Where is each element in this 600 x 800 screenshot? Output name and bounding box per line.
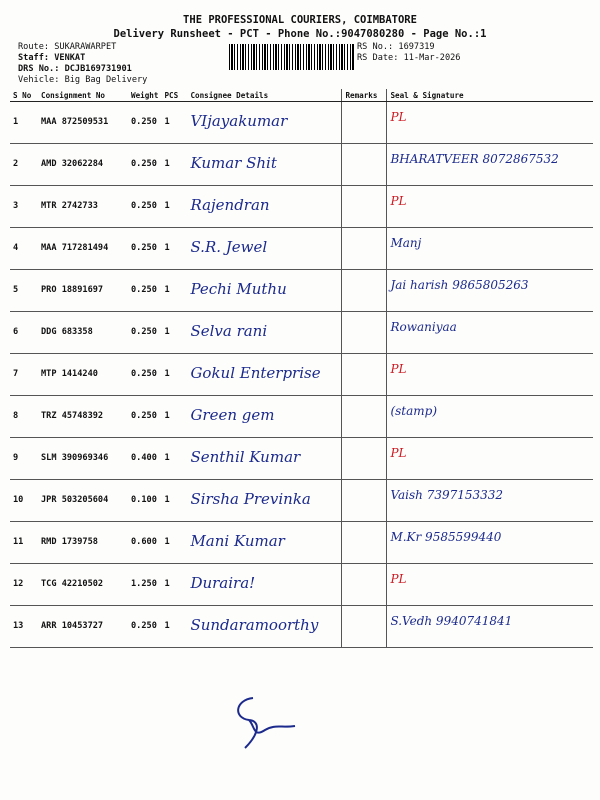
row-consignment: MAA 717281494	[38, 228, 128, 270]
row-pcs: 1	[161, 312, 187, 354]
row-pcs: 1	[161, 228, 187, 270]
row-pcs: 1	[161, 480, 187, 522]
vehicle-text: Vehicle: Big Bag Delivery	[18, 75, 148, 85]
row-pcs: 1	[161, 102, 187, 144]
row-consignee: Sundaramoorthy	[187, 606, 342, 648]
row-pcs: 1	[161, 270, 187, 312]
row-pcs: 1	[161, 522, 187, 564]
row-consignment: AMD 32062284	[38, 144, 128, 186]
header-sno: S No	[10, 89, 38, 102]
row-weight: 0.100	[128, 480, 161, 522]
left-info-block	[18, 42, 147, 86]
row-weight: 0.250	[128, 312, 161, 354]
row-sno: 6	[10, 312, 38, 354]
row-consignment: JPR 503205604	[38, 480, 128, 522]
row-remarks	[342, 564, 387, 606]
row-consignee: Rajendran	[187, 186, 342, 228]
table-row	[10, 270, 593, 312]
row-signature: PL	[387, 564, 593, 606]
row-consignment: MTP 1414240	[38, 354, 128, 396]
row-remarks	[342, 144, 387, 186]
row-sno: 1	[10, 102, 38, 144]
row-consignment: SLM 390969346	[38, 438, 128, 480]
row-sno: 13	[10, 606, 38, 648]
row-signature: PL	[387, 186, 593, 228]
row-pcs: 1	[161, 354, 187, 396]
row-consignment: MAA 872509531	[38, 102, 128, 144]
row-signature: Jai harish 9865805263	[387, 270, 593, 312]
row-consignment: MTR 2742733	[38, 186, 128, 228]
row-signature: PL	[387, 102, 593, 144]
row-consignee: Green gem	[187, 396, 342, 438]
row-consignee: Sirsha Previnka	[187, 480, 342, 522]
row-consignment: ARR 10453727	[38, 606, 128, 648]
row-remarks	[342, 228, 387, 270]
table-row	[10, 396, 593, 438]
rs-no-text: RS No.: 1697319	[357, 42, 435, 52]
table-row	[10, 102, 593, 144]
footer-signature	[225, 690, 315, 760]
table-row	[10, 186, 593, 228]
table-row	[10, 144, 593, 186]
table-row	[10, 522, 593, 564]
table-row	[10, 606, 593, 648]
row-pcs: 1	[161, 606, 187, 648]
row-remarks	[342, 606, 387, 648]
row-consignee: VIjayakumar	[187, 102, 342, 144]
row-remarks	[342, 396, 387, 438]
row-remarks	[342, 312, 387, 354]
row-signature: M.Kr 9585599440	[387, 522, 593, 564]
row-consignee: Kumar Shit	[187, 144, 342, 186]
row-consignee: Selva rani	[187, 312, 342, 354]
row-pcs: 1	[161, 396, 187, 438]
row-remarks	[342, 522, 387, 564]
row-consignee: Senthil Kumar	[187, 438, 342, 480]
row-sno: 7	[10, 354, 38, 396]
row-remarks	[342, 102, 387, 144]
company-title: THE PROFESSIONAL COURIERS, COIMBATORE	[183, 14, 417, 26]
row-consignment: RMD 1739758	[38, 522, 128, 564]
runsheet-subtitle: Delivery Runsheet - PCT - Phone No.:9047080280 - Page No.:1	[113, 28, 487, 40]
row-signature: Manj	[387, 228, 593, 270]
row-remarks	[342, 438, 387, 480]
row-sno: 4	[10, 228, 38, 270]
header-weight: Weight	[128, 89, 161, 102]
row-consignee: Mani Kumar	[187, 522, 342, 564]
row-weight: 0.250	[128, 606, 161, 648]
row-signature: (stamp)	[387, 396, 593, 438]
row-weight: 0.250	[128, 354, 161, 396]
row-weight: 0.400	[128, 438, 161, 480]
row-consignee: S.R. Jewel	[187, 228, 342, 270]
header-seal-signature: Seal & Signature	[387, 89, 593, 102]
table-row	[10, 438, 593, 480]
table-row	[10, 228, 593, 270]
row-pcs: 1	[161, 564, 187, 606]
table-header-row	[10, 89, 593, 102]
row-weight: 0.250	[128, 186, 161, 228]
row-consignment: TRZ 45748392	[38, 396, 128, 438]
row-pcs: 1	[161, 438, 187, 480]
row-sno: 2	[10, 144, 38, 186]
table-row	[10, 354, 593, 396]
row-signature: Rowaniyaa	[387, 312, 593, 354]
header-consignee: Consignee Details	[187, 89, 342, 102]
row-consignee: Pechi Muthu	[187, 270, 342, 312]
header-remarks: Remarks	[342, 89, 387, 102]
row-weight: 0.250	[128, 102, 161, 144]
row-remarks	[342, 186, 387, 228]
row-signature: PL	[387, 438, 593, 480]
row-consignment: PRO 18891697	[38, 270, 128, 312]
table-body	[10, 102, 593, 648]
row-weight: 0.250	[128, 228, 161, 270]
row-weight: 0.600	[128, 522, 161, 564]
drs-line: DRS No.: DCJB169731901	[18, 64, 132, 74]
row-remarks	[342, 354, 387, 396]
row-signature: Vaish 7397153332	[387, 480, 593, 522]
table-row	[10, 480, 593, 522]
row-pcs: 1	[161, 144, 187, 186]
row-consignee: Duraira!	[187, 564, 342, 606]
row-sno: 8	[10, 396, 38, 438]
row-remarks	[342, 480, 387, 522]
row-sno: 9	[10, 438, 38, 480]
row-consignment: TCG 42210502	[38, 564, 128, 606]
right-info-block	[357, 42, 460, 64]
row-signature: PL	[387, 354, 593, 396]
header-consignment: Consignment No	[38, 89, 128, 102]
row-weight: 0.250	[128, 396, 161, 438]
staff-value: VENKAT	[54, 53, 86, 63]
rs-date-text: RS Date: 11-Mar-2026	[357, 53, 461, 63]
table-row	[10, 312, 593, 354]
row-weight: 0.250	[128, 270, 161, 312]
row-weight: 0.250	[128, 144, 161, 186]
row-sno: 10	[10, 480, 38, 522]
row-consignment: DDG 683358	[38, 312, 128, 354]
route-text: Route: SUKARAWARPET	[18, 42, 117, 52]
table-row	[10, 564, 593, 606]
row-sno: 3	[10, 186, 38, 228]
barcode	[229, 44, 354, 70]
row-signature: S.Vedh 9940741841	[387, 606, 593, 648]
row-remarks	[342, 270, 387, 312]
staff-line: Staff: VENKAT	[18, 53, 86, 63]
row-consignee: Gokul Enterprise	[187, 354, 342, 396]
row-weight: 1.250	[128, 564, 161, 606]
header-pcs: PCS	[161, 89, 187, 102]
row-sno: 5	[10, 270, 38, 312]
row-sno: 11	[10, 522, 38, 564]
row-pcs: 1	[161, 186, 187, 228]
row-sno: 12	[10, 564, 38, 606]
delivery-table	[10, 89, 593, 648]
drs-value: DCJB169731901	[64, 64, 132, 74]
row-signature: BHARATVEER 8072867532	[387, 144, 593, 186]
